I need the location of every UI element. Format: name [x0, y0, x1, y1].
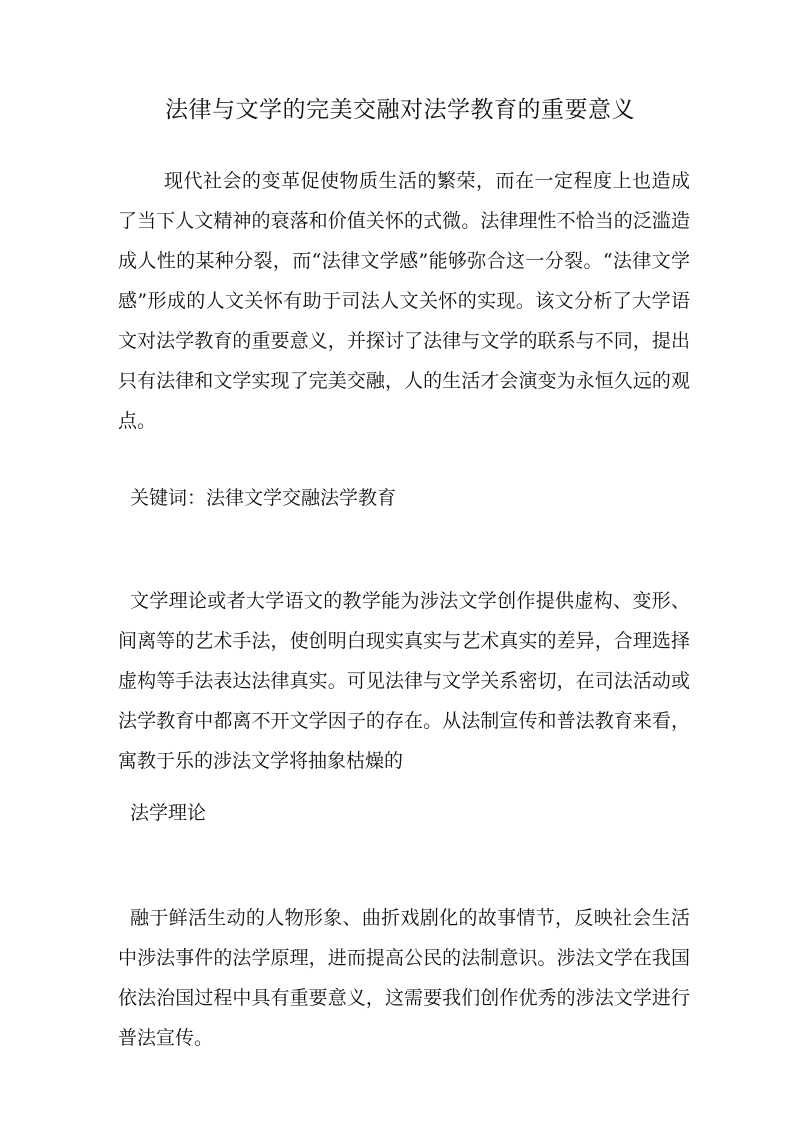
document-title: 法律与文学的完美交融对法学教育的重要意义	[165, 97, 635, 123]
keywords-line: 关键词：法律文学交融法学教育	[130, 487, 397, 509]
section-heading: 法学理论	[130, 802, 207, 824]
body-paragraph-1: 文学理论或者大学语文的教学能为涉法文学创作提供虚构、变形、间离等的艺术手法，使创明白现实真实与艺术真实的差异，合理选择虚构等手法表达法律真实。可见法律与文学关系密切，在司法活动或法学教育中都离不开文学因子的存在。从法制宣传和普法教育来看，寓教于乐的涉法文学将抽象枯燥的	[118, 590, 690, 772]
body-paragraph-2: 融于鲜活生动的人物形象、曲折戏剧化的故事情节，反映社会生活中涉法事件的法学原理，进而提高公民的法制意识。涉法文学在我国依法治国过程中具有重要意义，这需要我们创作优秀的涉法文学进行普法宣传。	[118, 907, 690, 1049]
abstract-paragraph: 现代社会的变革促使物质生活的繁荣，而在一定程度上也造成了当下人文精神的衰落和价值关怀的式微。法律理性不恰当的泛滥造成人性的某种分裂，而“法律文学感”能够弥合这一分裂。“法律文学感”形成的人文关怀有助于司法人文关怀的实现。该文分析了大学语文对法学教育的重要意义，并探讨了法律与文学的联系与不同，提出只有法律和文学实现了完美交融，人的生活才会演变为永恒久远的观点。	[118, 170, 690, 432]
